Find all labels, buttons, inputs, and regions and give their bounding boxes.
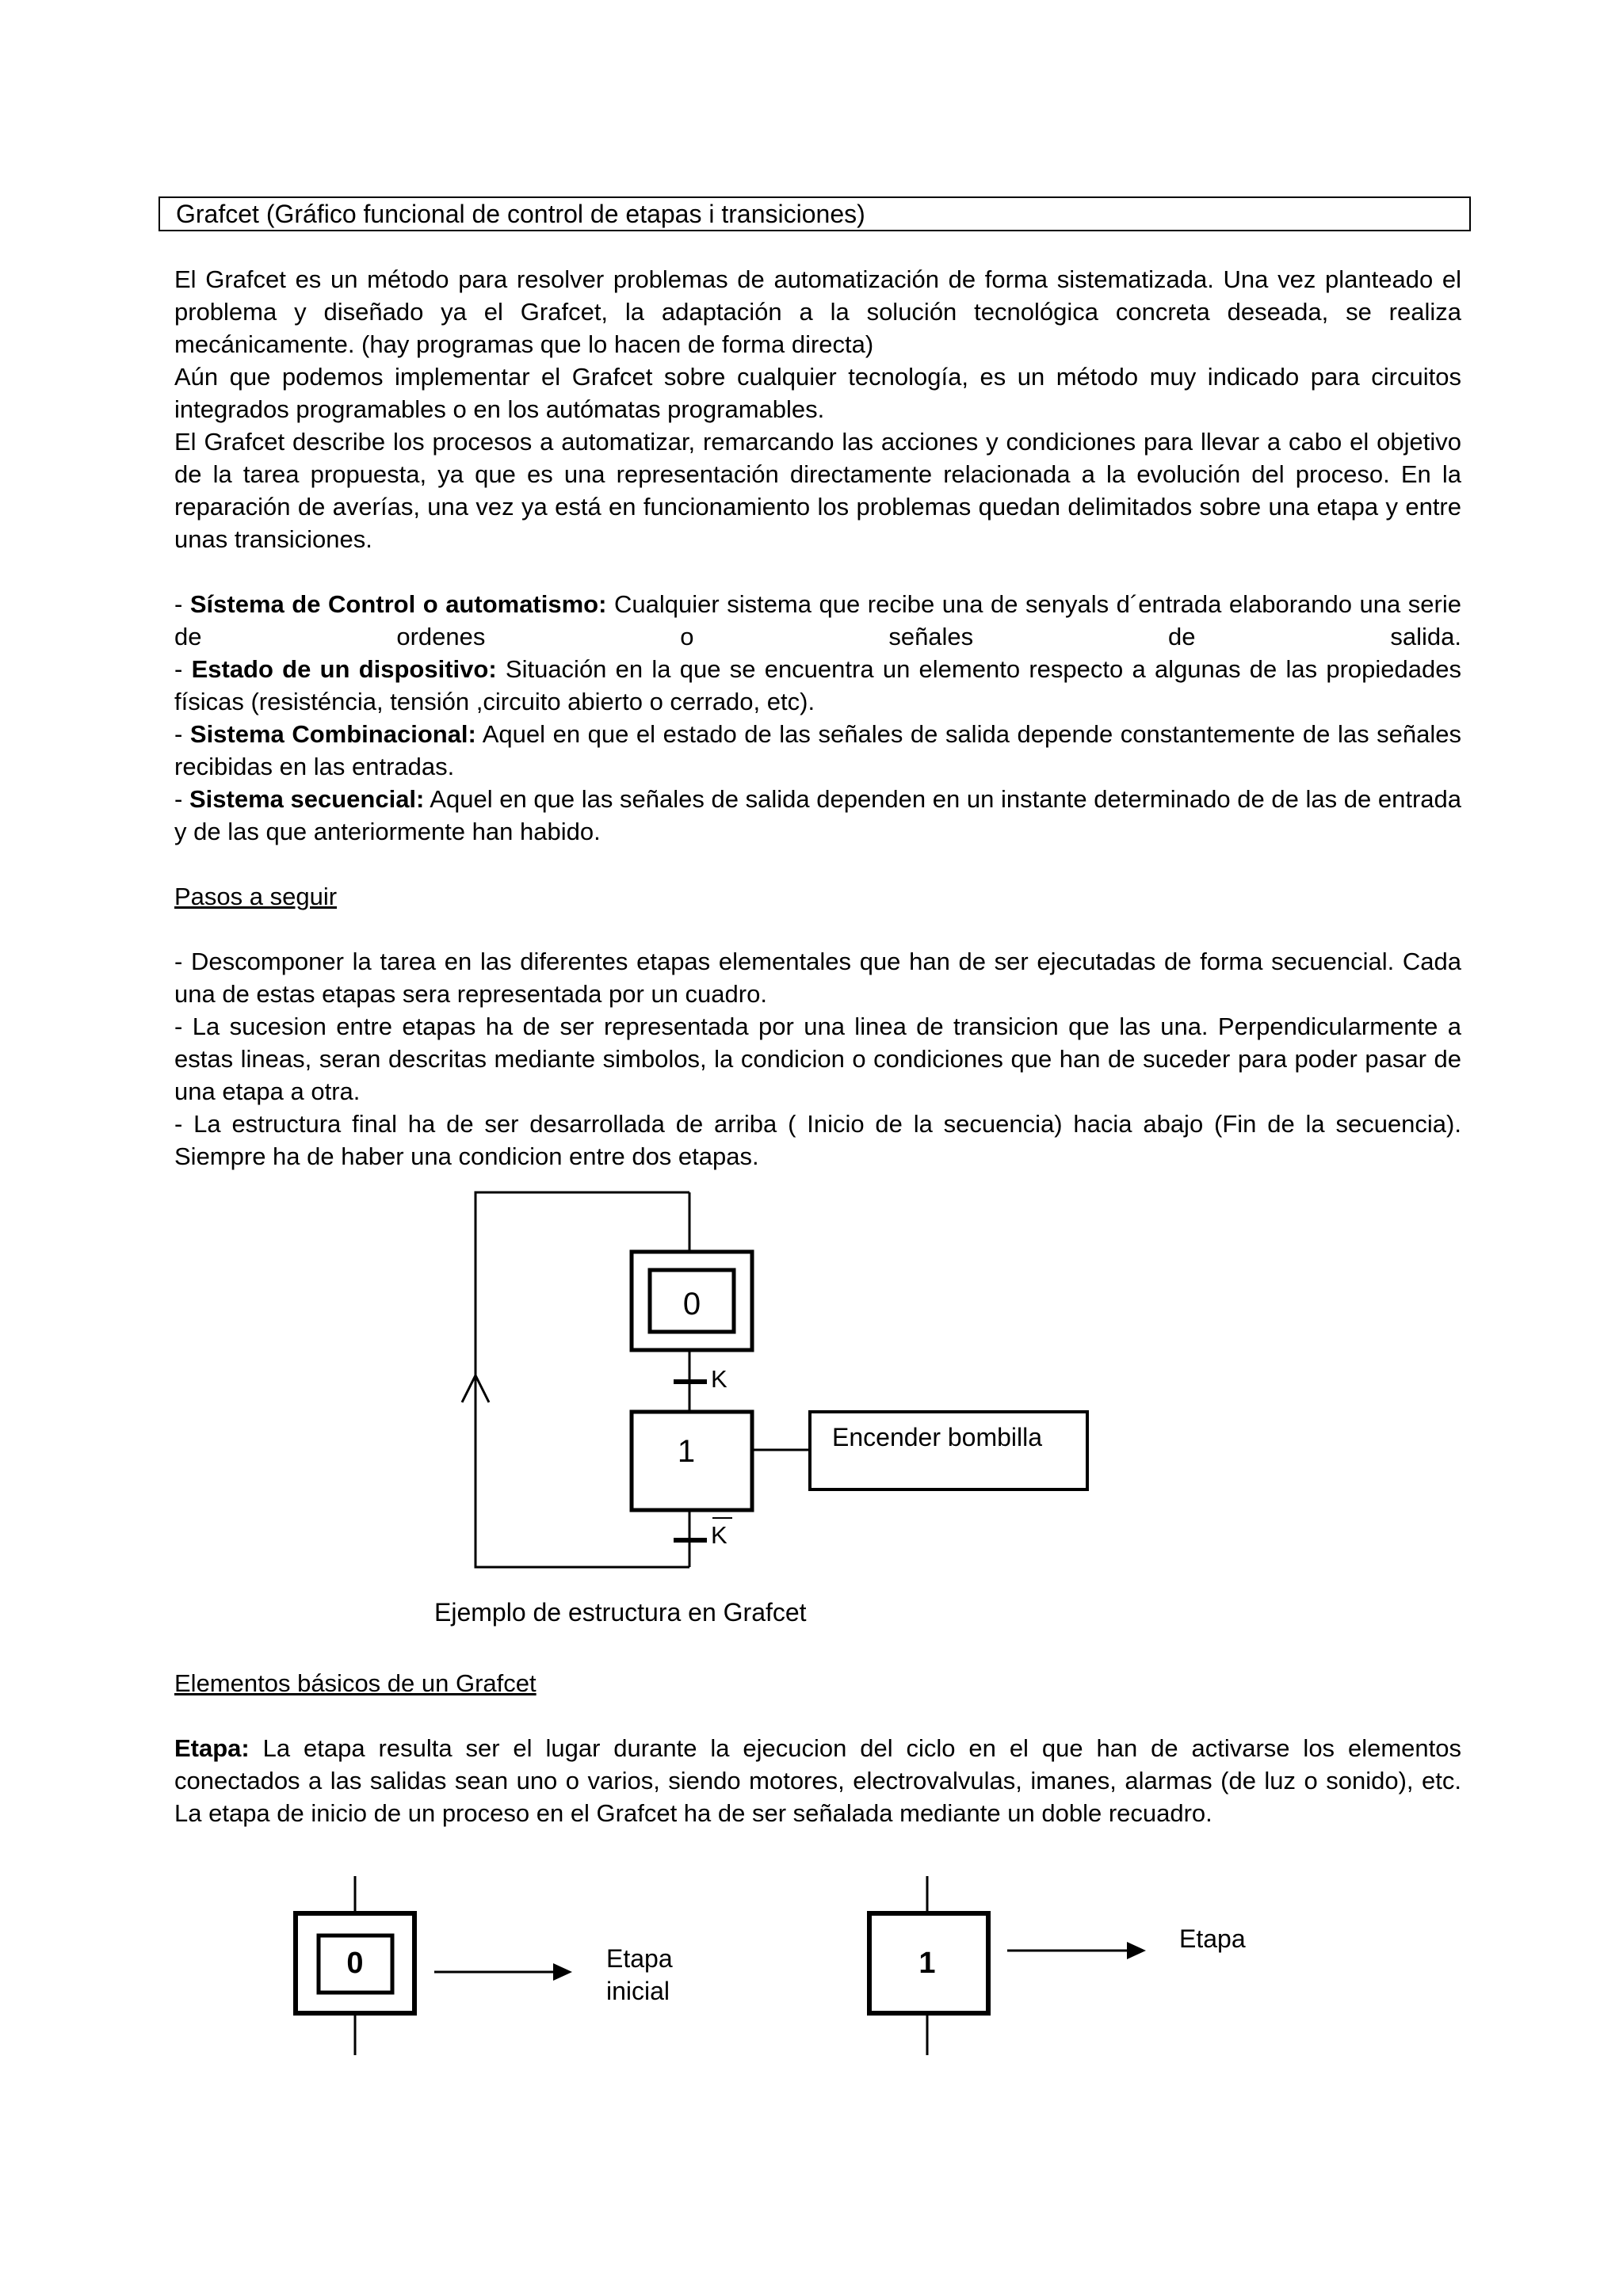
definition-term: Sistema Combinacional: bbox=[189, 720, 476, 748]
definition-term: Estado de un dispositivo: bbox=[191, 655, 497, 683]
definition-item: - Sístema de Control o automatismo: Cualquier sistema que recibe una de senyals d´entrada elaborando una serie de ordenes o señales de salida. bbox=[174, 590, 1461, 650]
etapa-term: Etapa: bbox=[174, 1734, 250, 1762]
section-heading-steps: Pasos a seguir bbox=[174, 883, 338, 910]
intro-paragraph: El Grafcet es un método para resolver problemas de automatización de forma sistematizada. Una vez planteado el problema y diseñado ya el Grafcet, la adaptación a la solución tecnológica concreta deseada, se realiza mecánicamente. (hay programas que lo hacen de forma directa) bbox=[174, 265, 1461, 358]
section-heading-elements: Elementos básicos de un Grafcet bbox=[174, 1669, 537, 1697]
initial-step-number: 0 bbox=[682, 1287, 701, 1322]
action-label: Encender bombilla bbox=[832, 1423, 1043, 1451]
initial-step-symbol-number: 0 bbox=[346, 1947, 364, 1980]
step-item: - La sucesion entre etapas ha de ser representada por una linea de transicion que las una. Perpendicularmente a estas lineas, seran descritas mediante simbolos, la condicion o condiciones que han de suceder para poder pasar de una etapa a otra. bbox=[174, 1013, 1461, 1105]
step-item: - La estructura final ha de ser desarrollada de arriba ( Inicio de la secuencia) hacia abajo (Fin de la secuencia). Siempre ha de haber una condicion entre dos etapas. bbox=[174, 1110, 1461, 1170]
transition-label-k: K bbox=[711, 1365, 727, 1393]
document-title: Grafcet (Gráfico funcional de control de etapas i transiciones) bbox=[158, 196, 1471, 231]
definition-term: Sistema secuencial: bbox=[189, 785, 425, 813]
step-1-number: 1 bbox=[677, 1434, 696, 1469]
step-item: - Descomponer la tarea en las diferentes etapas elementales que han de ser ejecutadas de forma secuencial. Cada una de estas etapas sera representada por un cuadro. bbox=[174, 948, 1461, 1008]
etapa-definition: Etapa: La etapa resulta ser el lugar durante la ejecucion del ciclo en el que han de activarse los elementos conectados a las salidas sean uno o varios, siendo motores, electrovalvulas, imanes, alarmas (de luz o sonido), etc. La etapa de inicio de un proceso en el Grafcet ha de ser señalada mediante un doble recuadro. bbox=[174, 1734, 1461, 1827]
step-symbol-number: 1 bbox=[918, 1947, 936, 1980]
intro-paragraph: El Grafcet describe los procesos a automatizar, remarcando las acciones y condiciones para llevar a cabo el objetivo de la tarea propuesta, ya que es una representación directamente relacionada a la evolución del proceso. En la reparación de averías, una vez ya está en funcionamiento los problemas quedan delimitados sobre una etapa y entre unas transiciones. bbox=[174, 428, 1461, 553]
definition-item: - Estado de un dispositivo: Situación en la que se encuentra un elemento respecto a algunas de las propiedades físicas (resisténcia, tensión ,circuito abierto o cerrado, etc). bbox=[174, 655, 1461, 715]
transition-label-not-k: K bbox=[711, 1521, 727, 1549]
definition-item: - Sistema Combinacional: Aquel en que el estado de las señales de salida depende constantemente de las señales recibidas en las entradas. bbox=[174, 720, 1461, 780]
diagram-caption: Ejemplo de estructura en Grafcet bbox=[434, 1598, 807, 1627]
intro-paragraph: Aún que podemos implementar el Grafcet sobre cualquier tecnología, es un método muy indicado para circuitos integrados programables o en los autómatas programables. bbox=[174, 363, 1461, 423]
definition-item: - Sistema secuencial: Aquel en que las señales de salida dependen en un instante determinado de de las de entrada y de las que anteriormente han habido. bbox=[174, 785, 1461, 845]
arrow-head-icon bbox=[1127, 1942, 1146, 1959]
initial-step-label-2: inicial bbox=[606, 1977, 670, 2005]
initial-step-label-1: Etapa bbox=[606, 1944, 673, 1973]
definition-term: Sístema de Control o automatismo: bbox=[189, 590, 607, 618]
arrow-head-icon bbox=[553, 1963, 572, 1981]
step-label: Etapa bbox=[1179, 1924, 1246, 1953]
